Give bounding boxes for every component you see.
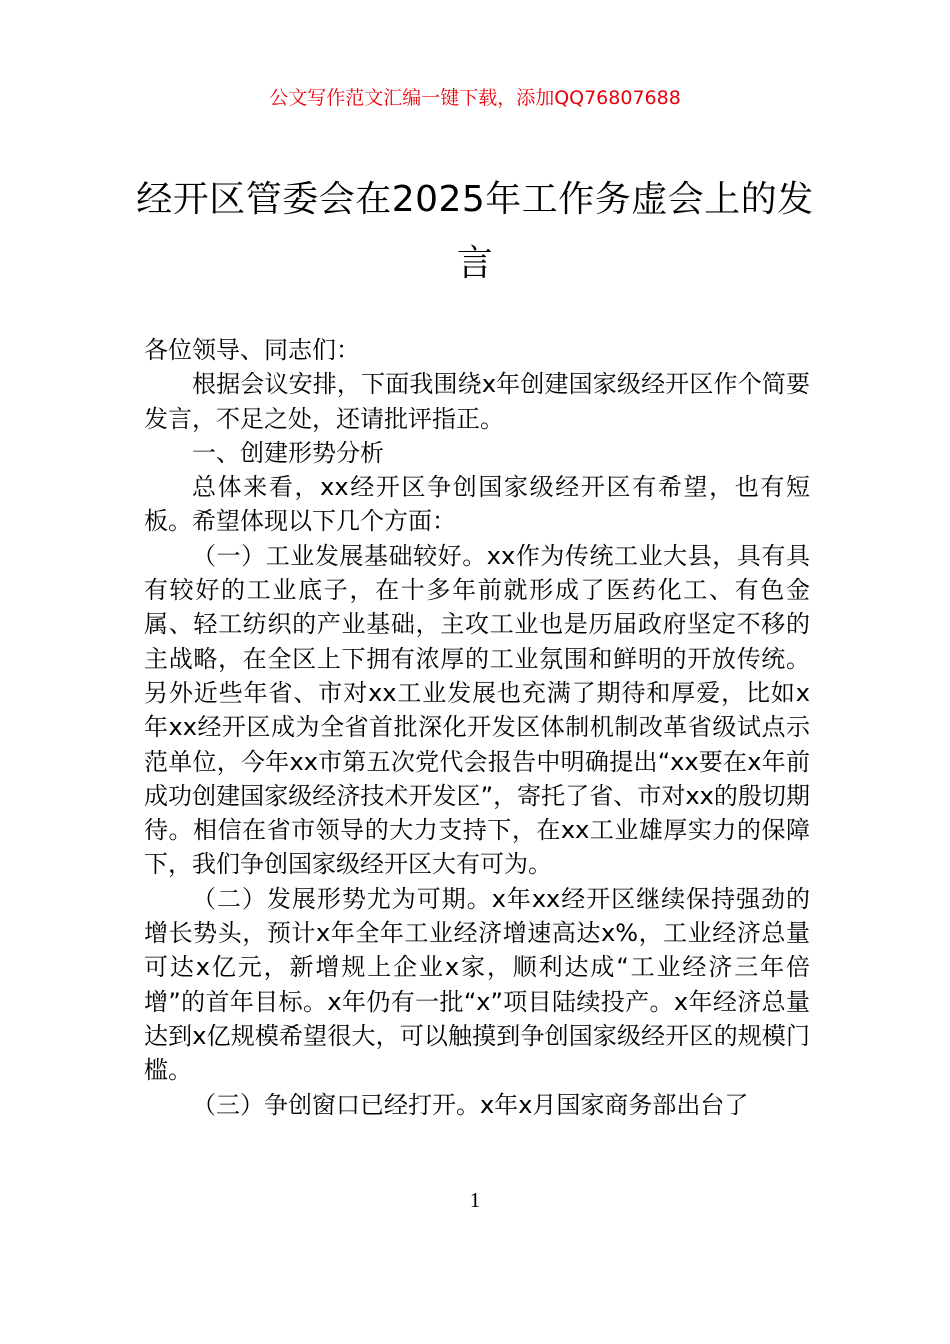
paragraph-overview: 总体来看，xx经开区争创国家级经开区有希望，也有短板。希望体现以下几个方面： (144, 473, 810, 536)
paragraph-intro: 根据会议安排，下面我围绕x年创建国家级经开区作个简要发言，不足之处，还请批评指正。 (144, 370, 810, 433)
paragraph-point-1: （一）工业发展基础较好。xx作为传统工业大县，具有具有较好的工业底子，在十多年前就形成了医药化工、有色金属、轻工纺织的产业基础，主攻工业也是历届政府坚定不移的主战略，在全区上下拥有浓厚的工业氛围和鲜明的开放传统。另外近些年省、市对xx工业发展也充满了期待和厚爱，比如x年xx经开区成为全省首批深化开发区体制机制改革省级试点示范单位，今年xx市第五次党代会报告中明确提出“xx要在x年前成功创建国家级经济技术开发区”，寄托了省、市对xx的殷切期待。相信在省市领导的大力支持下，在xx工业雄厚实力的保障下，我们争创国家级经开区大有可为。 (144, 541, 810, 879)
document-title: 经开区管委会在2025年工作务虚会上的发言 (136, 179, 814, 284)
salutation: 各位领导、同志们： (144, 336, 360, 364)
document-body (144, 333, 810, 1122)
paragraph-point-3: （三）争创窗口已经打开。x年x月国家商务部出台了 (192, 1090, 749, 1119)
download-notice: 公文写作范文汇编一键下载，添加QQ76807688 (269, 87, 681, 109)
page-number: 1 (469, 1188, 481, 1212)
section-heading: 一、创建形势分析 (192, 438, 384, 467)
paragraph-point-2: （二）发展形势尤为可期。x年xx经开区继续保持强劲的增长势头，预计x年全年工业经济增速高达x%，工业经济总量可达x亿元，新增规上企业x家，顺利达成“工业经济三年倍增”的首年目标。x年仍有一批“x”项目陆续投产。x年经济总量达到x亿规模希望很大，可以触摸到争创国家级经开区的规模门槛。 (144, 884, 810, 1085)
